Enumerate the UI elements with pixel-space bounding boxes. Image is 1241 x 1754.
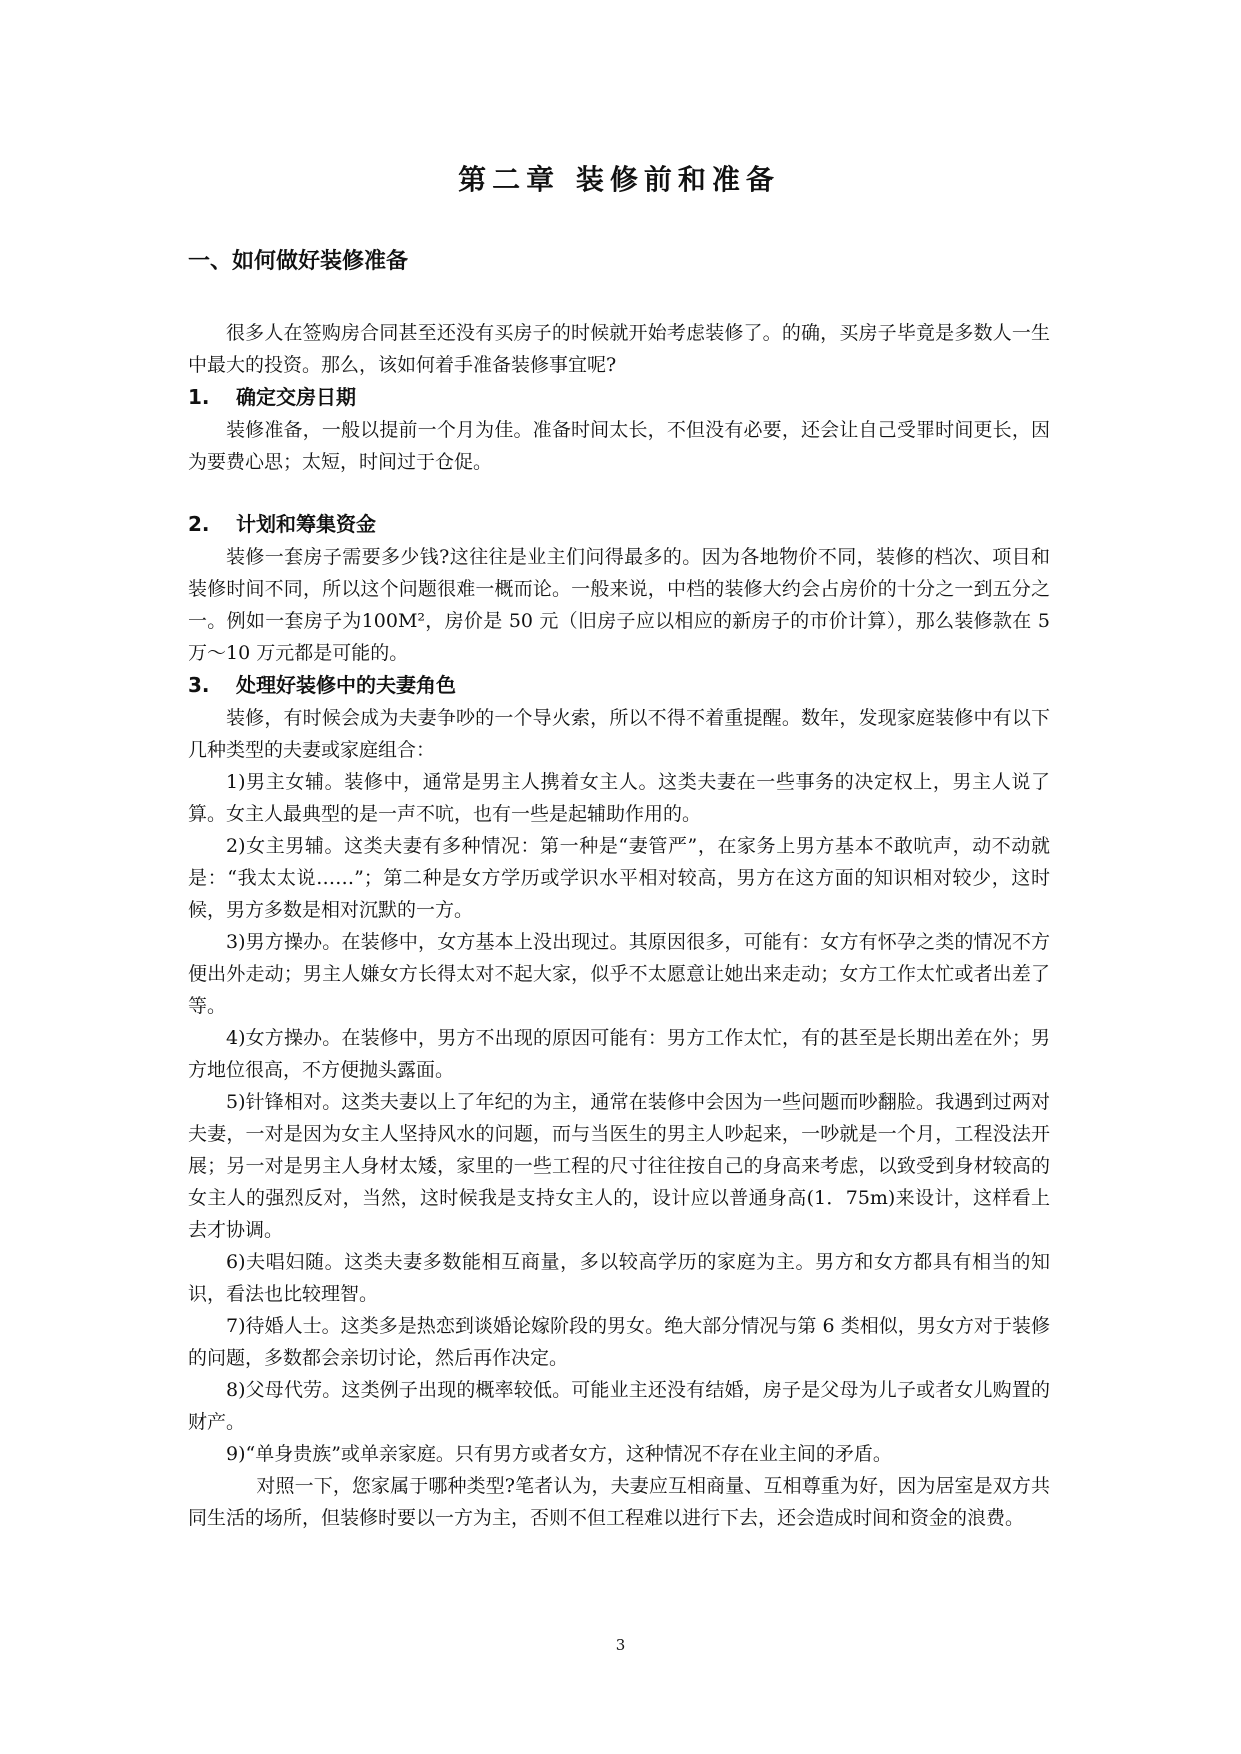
subsection-title: 计划和筹集资金: [236, 512, 376, 536]
subsection-heading-1: [188, 381, 1050, 414]
section-intro-paragraph: 很多人在签购房合同甚至还没有买房子的时候就开始考虑装修了。的确，买房子毕竟是多数人一生中最大的投资。那么，该如何着手准备装修事宜呢?: [188, 322, 1050, 376]
chapter-title: 第二章 装修前和准备: [458, 163, 780, 196]
subsection-number: 2.: [188, 512, 210, 536]
subsection-heading-2: [188, 508, 1050, 541]
list-item: 3)男方操办。在装修中，女方基本上没出现过。其原因很多，可能有：女方有怀孕之类的情况不方便出外走动；男主人嫌女方长得太对不起大家，似乎不太愿意让她出来走动；女方工作太忙或者出差了等。: [188, 931, 1050, 1017]
subsection-3-intro: 装修，有时候会成为夫妻争吵的一个导火索，所以不得不着重提醒。数年，发现家庭装修中有以下几种类型的夫妻或家庭组合：: [188, 707, 1050, 761]
conclusion-paragraph: 对照一下，您家属于哪种类型?笔者认为，夫妻应互相商量、互相尊重为好，因为居室是双方共同生活的场所，但装修时要以一方为主，否则不但工程难以进行下去，还会造成时间和资金的浪费。: [188, 1475, 1050, 1529]
list-item: 5)针锋相对。这类夫妻以上了年纪的为主，通常在装修中会因为一些问题而吵翻脸。我遇到过两对夫妻，一对是因为女主人坚持风水的问题，而与当医生的男主人吵起来，一吵就是一个月，工程没法开展；另一对是男主人身材太矮，家里的一些工程的尺寸往往按自己的身高来考虑，以致受到身材较高的女主人的强烈反对，当然，这时候我是支持女主人的，设计应以普通身高(1．75m)来设计，这样看上去才协调。: [188, 1091, 1050, 1241]
list-item: 8)父母代劳。这类例子出现的概率较低。可能业主还没有结婚，房子是父母为儿子或者女儿购置的财产。: [188, 1379, 1050, 1433]
subsection-2-body: 装修一套房子需要多少钱?这往往是业主们问得最多的。因为各地物价不同，装修的档次、项目和装修时间不同，所以这个问题很难一概而论。一般来说，中档的装修大约会占房价的十分之一到五分之一。例如一套房子为100M²，房价是 50 元（旧房子应以相应的新房子的市价计算），那么装修款在 5 万～10 万元都是可能的。: [188, 546, 1050, 664]
list-item: 7)待婚人士。这类多是热恋到谈婚论嫁阶段的男女。绝大部分情况与第 6 类相似，男女方对于装修的问题，多数都会亲切讨论，然后再作决定。: [188, 1315, 1050, 1369]
list-item: 1)男主女辅。装修中，通常是男主人携着女主人。这类夫妻在一些事务的决定权上，男主人说了算。女主人最典型的是一声不吭，也有一些是起辅助作用的。: [188, 771, 1050, 825]
subsection-title: 处理好装修中的夫妻角色: [236, 673, 456, 697]
list-item: 6)夫唱妇随。这类夫妻多数能相互商量，多以较高学历的家庭为主。男方和女方都具有相当的知识，看法也比较理智。: [188, 1251, 1050, 1305]
subsection-title: 确定交房日期: [236, 385, 356, 409]
section-heading: 一、如何做好装修准备: [188, 249, 409, 274]
subsection-1-body: 装修准备，一般以提前一个月为佳。准备时间太长，不但没有必要，还会让自己受罪时间更长，因为要费心思；太短，时间过于仓促。: [188, 419, 1050, 473]
list-item: 4)女方操办。在装修中，男方不出现的原因可能有：男方工作太忙，有的甚至是长期出差在外；男方地位很高，不方便抛头露面。: [188, 1027, 1050, 1081]
page-number: 3: [615, 1636, 626, 1654]
list-item: 9)“单身贵族”或单亲家庭。只有男方或者女方，这种情况不存在业主间的矛盾。: [226, 1443, 892, 1465]
subsection-number: 3.: [188, 673, 210, 697]
list-item: 2)女主男辅。这类夫妻有多种情况：第一种是“妻管严”，在家务上男方基本不敢吭声，动不动就是：“我太太说……”；第二种是女方学历或学识水平相对较高，男方在这方面的知识相对较少，这时候，男方多数是相对沉默的一方。: [188, 835, 1050, 921]
subsection-number: 1.: [188, 385, 210, 409]
subsection-heading-3: [188, 669, 1050, 702]
page-content: [188, 150, 1050, 1534]
